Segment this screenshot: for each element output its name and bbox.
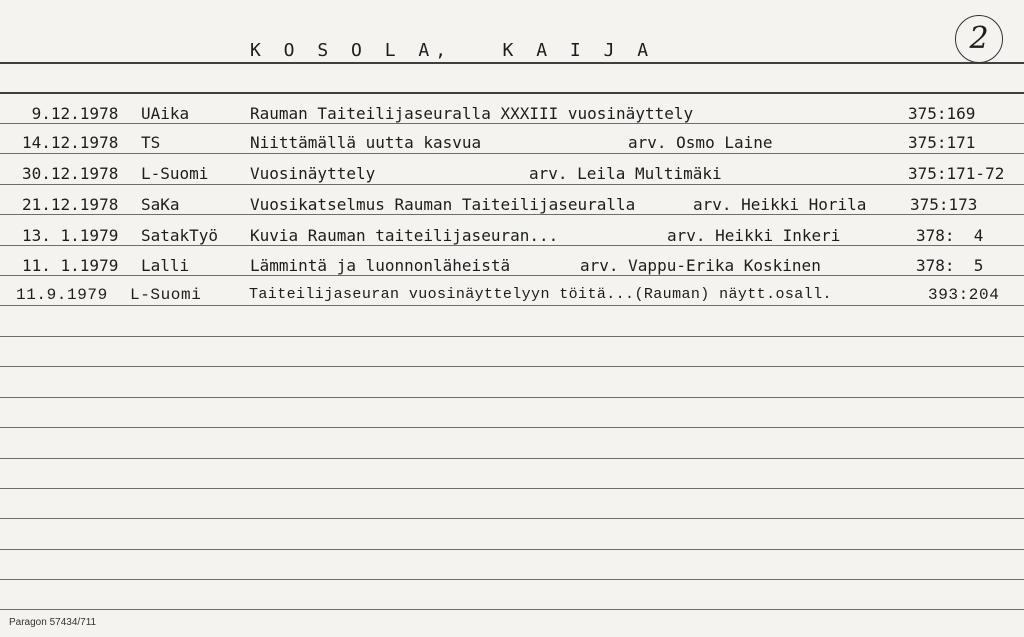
entry-ref: 375:171-72 [908, 164, 1005, 183]
card-number: 2 [955, 15, 1003, 63]
ruled-line [0, 153, 1024, 154]
printer-imprint: Paragon 57434/711 [9, 617, 97, 628]
ruled-line [0, 579, 1024, 580]
entry-reviewer: arv. Osmo Laine [628, 133, 773, 152]
entry-ref: 378: 4 [916, 226, 984, 245]
ruled-line [0, 427, 1024, 428]
entry-source: Lalli [141, 256, 190, 275]
header-rule-lower [0, 92, 1024, 94]
entry-title: Niittämällä uutta kasvua [250, 133, 482, 152]
ruled-line [0, 123, 1024, 124]
entry-source: TS [141, 133, 161, 152]
entry-title: Taiteilijaseuran vuosinäyttelyyn töitä...(Rauman) näytt.osall. [249, 286, 832, 303]
entry-date: 9.12.1978 [22, 104, 119, 123]
ruled-line [0, 458, 1024, 459]
entry-source: UAika [141, 104, 190, 123]
entry-ref: 378: 5 [916, 256, 984, 275]
ruled-line [0, 214, 1024, 215]
entry-ref: 393:204 [928, 286, 1000, 304]
entry-title: Lämmintä ja luonnonläheistä [250, 256, 511, 275]
entry-source: L-Suomi [141, 164, 209, 183]
entry-ref: 375:169 [908, 104, 976, 123]
entry-title: Kuvia Rauman taiteilijaseuran... [250, 226, 559, 245]
ruled-line [0, 397, 1024, 398]
ruled-line [0, 275, 1024, 276]
ruled-line [0, 245, 1024, 246]
ruled-line [0, 184, 1024, 185]
entry-ref: 375:171 [908, 133, 976, 152]
entry-source: SaKa [141, 195, 180, 214]
ruled-line [0, 549, 1024, 550]
ruled-line [0, 609, 1024, 610]
entry-title: Vuosikatselmus Rauman Taiteilijaseuralla [250, 195, 636, 214]
entry-source: L-Suomi [130, 286, 202, 304]
header-rule [0, 62, 1024, 64]
entry-date: 30.12.1978 [22, 164, 119, 183]
entry-source: SatakTyö [141, 226, 219, 245]
entry-date: 11.9.1979 [16, 286, 108, 304]
entry-date: 14.12.1978 [22, 133, 119, 152]
entry-reviewer: arv. Leila Multimäki [529, 164, 722, 183]
ruled-line [0, 336, 1024, 337]
entry-reviewer: arv. Heikki Inkeri [667, 226, 841, 245]
entry-title: Rauman Taiteilijaseuralla XXXIII vuosinäyttely [250, 104, 694, 123]
ruled-line [0, 488, 1024, 489]
card-name: K O S O L A, K A I J A [250, 40, 655, 61]
ruled-line [0, 305, 1024, 306]
ruled-line [0, 366, 1024, 367]
entry-date: 11. 1.1979 [22, 256, 119, 275]
ruled-line [0, 518, 1024, 519]
entry-reviewer: arv. Vappu-Erika Koskinen [580, 256, 821, 275]
entry-reviewer: arv. Heikki Horila [693, 195, 867, 214]
entry-ref: 375:173 [910, 195, 978, 214]
entry-title: Vuosinäyttely [250, 164, 376, 183]
entry-date: 13. 1.1979 [22, 226, 119, 245]
entry-date: 21.12.1978 [22, 195, 119, 214]
